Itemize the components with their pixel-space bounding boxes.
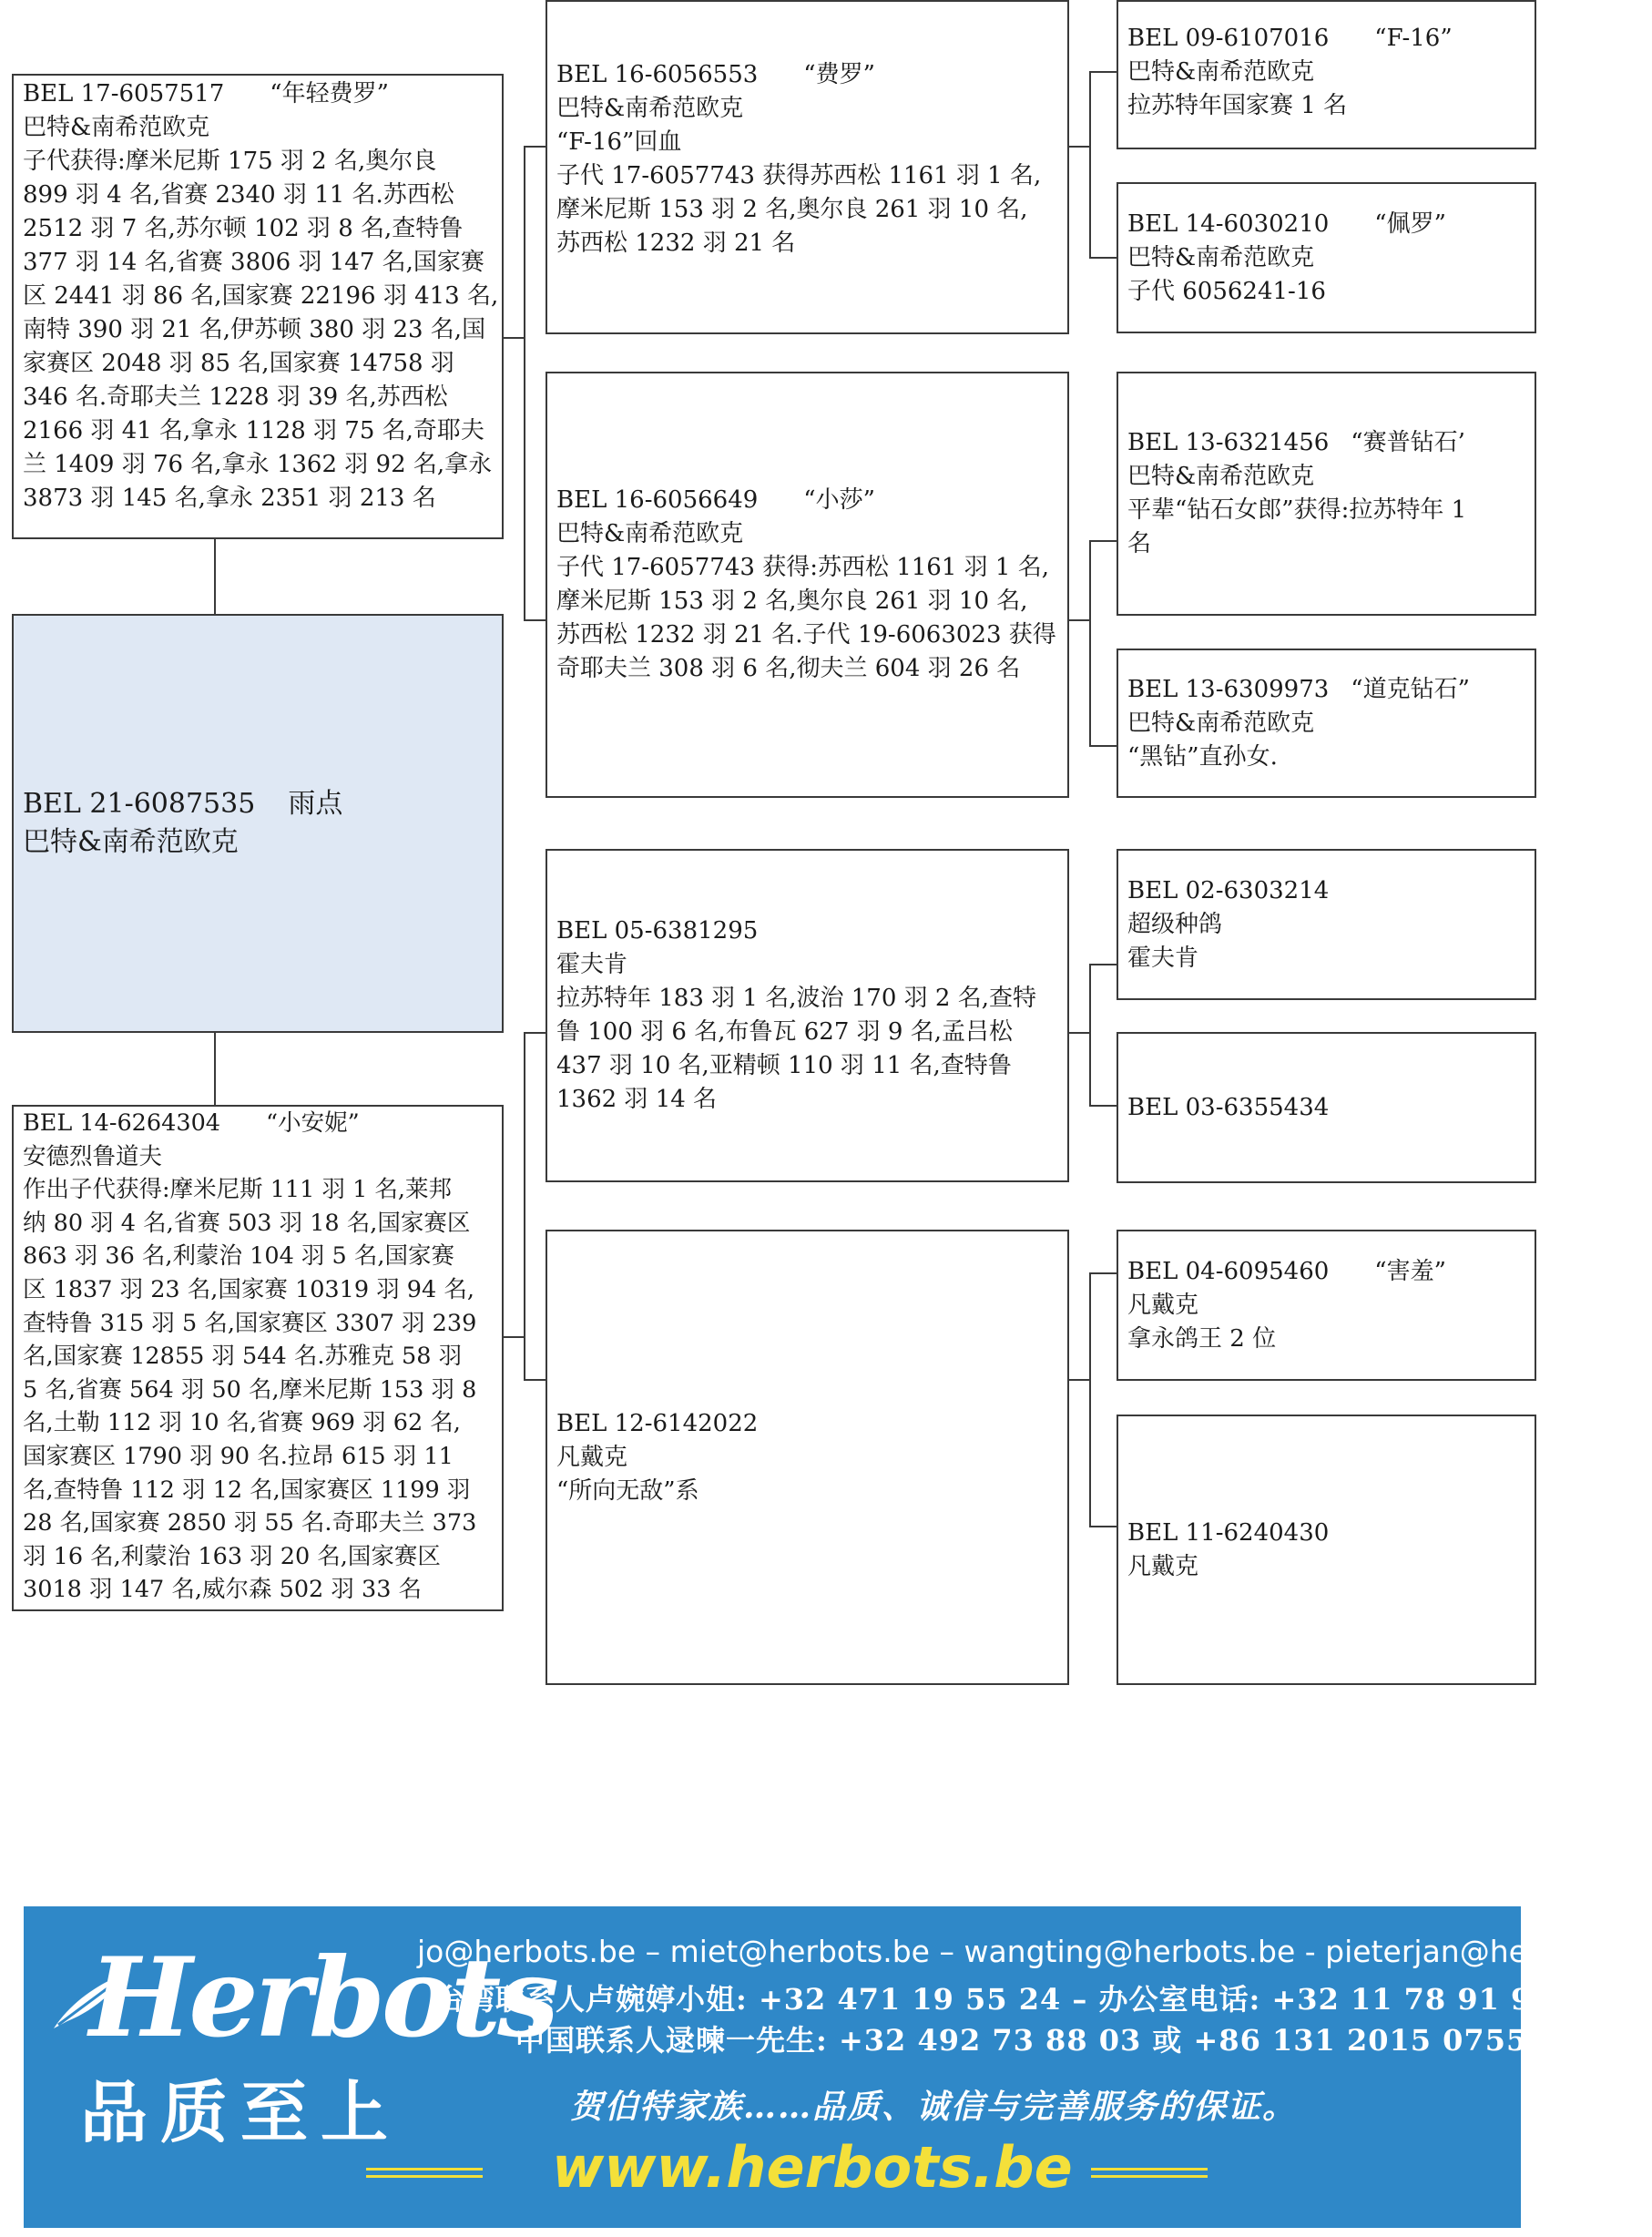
tagline: 贺伯特家族……品质、诚信与完善服务的保证。 <box>570 2088 1298 2126</box>
info-line: 2512 羽 7 名,苏尔顿 102 羽 8 名,查特鲁 <box>23 215 464 242</box>
info-line: 兰 1409 羽 76 名,拿永 1362 羽 92 名,拿永 <box>23 451 493 478</box>
info-line: 863 羽 36 名,利蒙治 104 羽 5 名,国家赛 <box>23 1242 454 1271</box>
info-line: 国家赛区 1790 羽 90 名.拉昂 615 羽 11 <box>23 1442 454 1470</box>
info-line: 霍夫肯 <box>1127 944 1199 972</box>
ring-number: BEL 04-6095460 <box>1127 1257 1330 1285</box>
connector <box>1068 619 1090 621</box>
great-grandparent-card[interactable] <box>1117 1032 1536 1183</box>
ring-number: BEL 14-6264304 <box>23 1109 221 1137</box>
decorative-line <box>366 2175 483 2178</box>
info-line: 名,查特鲁 112 羽 12 名,国家赛区 1199 羽 <box>23 1476 471 1504</box>
pigeon-name: “F-16” <box>1374 25 1453 52</box>
ring-number: BEL 17-6057517 <box>23 80 225 107</box>
connector <box>524 1032 525 1380</box>
connector <box>524 619 546 621</box>
info-line: “所向无敌”系 <box>556 1476 699 1505</box>
pigeon-name: “赛普钻石’ <box>1351 429 1465 456</box>
info-line: 凡戴克 <box>556 1443 628 1471</box>
decorative-line <box>1091 2175 1208 2178</box>
pigeon-name: “费罗” <box>803 61 875 88</box>
info-line: 鲁 100 羽 6 名,布鲁瓦 627 羽 9 名,孟吕松 <box>556 1018 1013 1046</box>
connector <box>1089 71 1091 257</box>
info-line: 3873 羽 145 名,拿永 2351 羽 213 名 <box>23 485 436 512</box>
info-line: 巴特&南希范欧克 <box>556 95 744 122</box>
grandparent-card[interactable] <box>546 372 1069 798</box>
info-line: 377 羽 14 名,省赛 3806 羽 147 名,国家赛 <box>23 249 484 276</box>
ring-number: BEL 13-6309973 <box>1127 675 1330 703</box>
info-line: 查特鲁 315 羽 5 名,国家赛区 3307 羽 239 <box>23 1309 477 1337</box>
info-line: 3018 羽 147 名,威尔森 502 羽 33 名 <box>23 1576 423 1604</box>
info-line: 子代 17-6057743 获得:苏西松 1161 羽 1 名, <box>556 554 1049 581</box>
info-line: 区 2441 羽 86 名,国家赛 22196 羽 413 名, <box>23 282 499 310</box>
info-line: 28 名,国家赛 2850 羽 55 名.奇耶夫兰 373 <box>23 1509 477 1537</box>
info-line: 奇耶夫兰 308 羽 6 名,彻夫兰 604 羽 26 名 <box>556 655 1021 682</box>
info-line: 346 名.奇耶夫兰 1228 羽 39 名,苏西松 <box>23 383 448 411</box>
info-line: 摩米尼斯 153 羽 2 名,奥尔良 261 羽 10 名, <box>556 587 1028 615</box>
pigeon-name: “害羞” <box>1374 1257 1446 1285</box>
info-line: 巴特&南希范欧克 <box>1127 709 1315 737</box>
pigeon-name: “年轻费罗” <box>270 80 389 107</box>
ring-number: BEL 09-6107016 <box>1127 25 1330 52</box>
ring-number: BEL 12-6142022 <box>556 1409 759 1437</box>
info-line: 凡戴克 <box>1127 1552 1199 1580</box>
info-line: 巴特&南希范欧克 <box>1127 58 1315 86</box>
connector <box>214 537 216 614</box>
connector <box>1089 964 1091 1105</box>
info-line: 摩米尼斯 153 羽 2 名,奥尔良 261 羽 10 名, <box>556 196 1028 223</box>
decorative-line <box>1091 2168 1208 2171</box>
pigeon-name: “道克钻石” <box>1351 675 1470 703</box>
info-line: 2166 羽 41 名,拿永 1128 羽 75 名,奇耶夫 <box>23 417 484 444</box>
connector <box>1089 964 1118 965</box>
great-grandparent-card[interactable] <box>1117 649 1536 798</box>
great-grandparent-card[interactable] <box>1117 0 1536 149</box>
connector <box>1089 1272 1118 1274</box>
info-line: 超级种鸽 <box>1127 910 1223 938</box>
info-line: “黑钻”直孙女. <box>1127 742 1278 771</box>
info-line: 霍夫肯 <box>556 951 628 978</box>
info-line: 子代 17-6057743 获得苏西松 1161 羽 1 名, <box>556 162 1042 189</box>
connector <box>1089 1272 1091 1526</box>
china-contact: 中国联系人逯暕一先生: +32 492 73 88 03 或 +86 131 2015 0755 <box>515 2023 1528 2058</box>
pigeon-name: “小莎” <box>803 486 875 514</box>
info-line: 名,国家赛 12855 羽 544 名.苏雅克 58 羽 <box>23 1343 463 1371</box>
subject-card[interactable] <box>12 614 504 1033</box>
info-line: 拿永鸽王 2 位 <box>1127 1324 1277 1353</box>
pigeon-name: “佩罗” <box>1374 209 1446 238</box>
connector <box>1089 540 1118 542</box>
connector <box>1089 71 1118 73</box>
connector <box>503 337 525 339</box>
info-line: 区 1837 羽 23 名,国家赛 10319 羽 94 名, <box>23 1275 474 1303</box>
ring-number: BEL 02-6303214 <box>1127 876 1330 904</box>
info-line: 安德烈鲁道夫 <box>23 1142 163 1170</box>
brand-name: Herbots <box>89 1934 556 2062</box>
sire-card[interactable] <box>12 74 504 539</box>
connector <box>1068 1379 1090 1381</box>
connector <box>1089 540 1091 745</box>
connector <box>1089 1526 1118 1527</box>
slogan: 品质至上 <box>80 2074 401 2152</box>
info-line: 名 <box>1127 530 1152 557</box>
info-line: 拉苏特年 183 羽 1 名,波治 170 羽 2 名,查特 <box>556 985 1036 1012</box>
pigeon-name: 雨点 <box>288 788 343 820</box>
great-grandparent-card[interactable] <box>1117 182 1536 333</box>
connector <box>1068 146 1090 148</box>
info-line: “F-16”回血 <box>556 128 682 156</box>
ring-number: BEL 11-6240430 <box>1127 1518 1330 1547</box>
info-line: 巴特&南希范欧克 <box>1127 243 1315 271</box>
connector <box>214 1032 216 1105</box>
connector <box>1068 1032 1090 1034</box>
connector <box>1089 257 1118 259</box>
info-line: 苏西松 1232 羽 21 名 <box>556 230 796 257</box>
info-line: 5 名,省赛 564 羽 50 名,摩米尼斯 153 羽 8 <box>23 1375 477 1404</box>
connector <box>1089 745 1118 747</box>
grandparent-card[interactable] <box>546 0 1069 334</box>
great-grandparent-card[interactable] <box>1117 1230 1536 1381</box>
info-line: 巴特&南希范欧克 <box>23 114 210 141</box>
info-line: 家赛区 2048 羽 85 名,国家赛 14758 羽 <box>23 350 454 377</box>
info-line: 纳 80 羽 4 名,省赛 503 羽 18 名,国家赛区 <box>23 1209 471 1237</box>
info-line: 子代 6056241-16 <box>1127 277 1326 305</box>
taiwan-contact: 台湾联系人卢婉婷小姐: +32 471 19 55 24 – 办公室电话: +32 11 78 91 90 <box>435 1982 1554 2017</box>
ring-number: BEL 16-6056553 <box>556 61 759 88</box>
info-line: 平辈“钻石女郎”获得:拉苏特年 1 <box>1127 496 1467 524</box>
ring-number: BEL 21-6087535 <box>23 788 256 820</box>
info-line: 子代获得:摩米尼斯 175 羽 2 名,奥尔良 <box>23 148 437 175</box>
info-line: 拉苏特年国家赛 1 名 <box>1127 92 1348 119</box>
great-grandparent-card[interactable] <box>1117 372 1536 616</box>
great-grandparent-card[interactable] <box>1117 849 1536 1000</box>
owner: 巴特&南希范欧克 <box>23 826 239 858</box>
info-line: 苏西松 1232 羽 21 名.子代 19-6063023 获得 <box>556 621 1056 649</box>
info-line: 437 羽 10 名,亚精顿 110 羽 11 名,查特鲁 <box>556 1052 1012 1079</box>
ring-number: BEL 13-6321456 <box>1127 429 1330 456</box>
ring-number: BEL 03-6355434 <box>1127 1093 1330 1121</box>
info-line: 1362 羽 14 名 <box>556 1086 718 1113</box>
info-line: 巴特&南希范欧克 <box>1127 463 1315 490</box>
decorative-line <box>366 2168 483 2171</box>
great-grandparent-card[interactable] <box>1117 1415 1536 1685</box>
dam-card[interactable] <box>12 1105 504 1611</box>
connector <box>1089 1105 1118 1107</box>
grandparent-card[interactable] <box>546 849 1069 1182</box>
connector <box>524 1379 546 1381</box>
info-line: 名,土勒 112 羽 10 名,省赛 969 羽 62 名, <box>23 1409 461 1437</box>
info-line: 899 羽 4 名,省赛 2340 羽 11 名.苏西松 <box>23 181 454 209</box>
herbots-banner <box>24 1906 1652 2228</box>
info-line: 作出子代获得:摩米尼斯 111 羽 1 名,莱邦 <box>23 1176 453 1204</box>
connector <box>524 1032 546 1034</box>
info-line: 巴特&南希范欧克 <box>556 520 744 547</box>
info-line: 羽 16 名,利蒙治 163 羽 20 名,国家赛区 <box>23 1542 441 1570</box>
info-line: 南特 390 羽 21 名,伊苏顿 380 羽 23 名,国 <box>23 316 486 343</box>
connector <box>524 146 525 619</box>
grandparent-card[interactable] <box>546 1230 1069 1685</box>
connector <box>503 1336 525 1338</box>
pigeon-name: “小安妮” <box>266 1109 360 1137</box>
ring-number: BEL 14-6030210 <box>1127 209 1330 238</box>
ring-number: BEL 05-6381295 <box>556 917 759 945</box>
website-link[interactable]: www.herbots.be <box>552 2134 1073 2201</box>
contact-emails[interactable]: jo@herbots.be – miet@herbots.be – wangting@herbots.be - pieterjan@herbots.be <box>417 1934 1652 1969</box>
info-line: 凡戴克 <box>1127 1291 1199 1319</box>
ring-number: BEL 16-6056649 <box>556 486 759 514</box>
connector <box>524 146 546 148</box>
